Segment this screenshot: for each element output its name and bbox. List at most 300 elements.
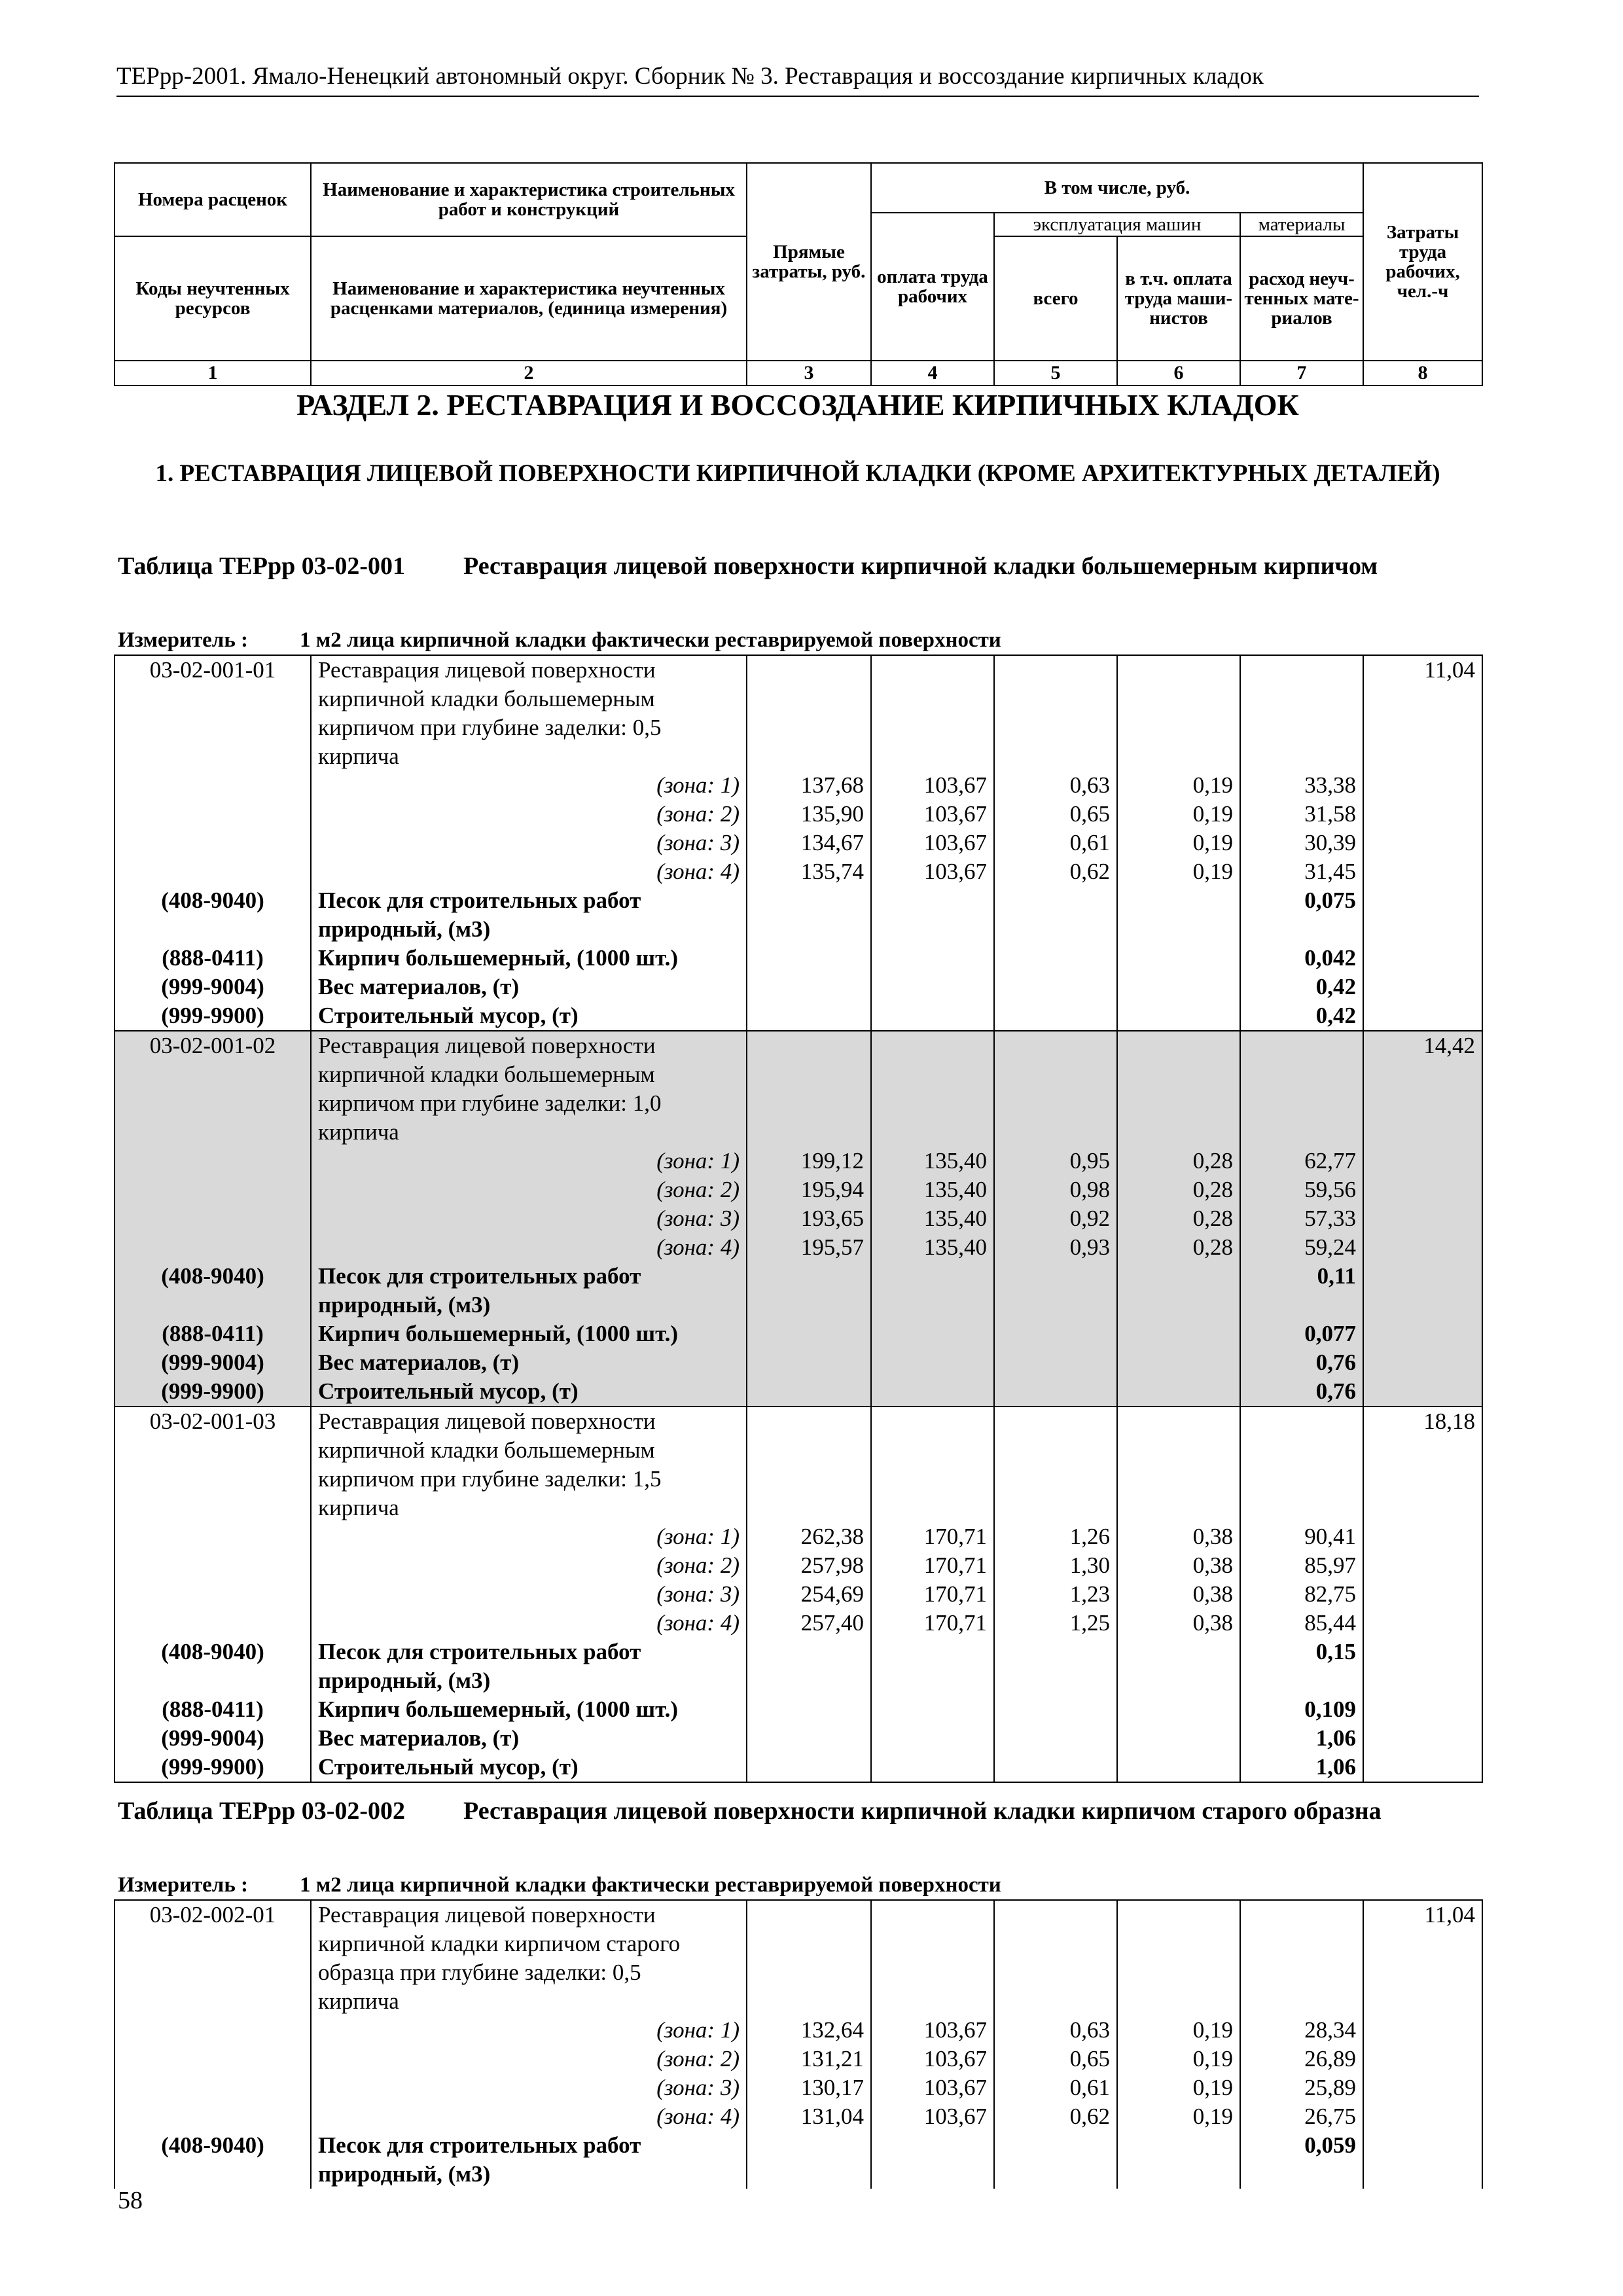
- cell: [1117, 1089, 1240, 1118]
- cell: [747, 1494, 871, 1522]
- cell: [1363, 1753, 1482, 1782]
- cell: [115, 1958, 311, 1987]
- cell: [871, 1724, 994, 1753]
- labor-pay: 103,67: [871, 857, 994, 886]
- cell: [871, 655, 994, 685]
- measure-unit: 1 м2 лица кирпичной кладки фактически реставрируемой поверхности: [300, 1873, 1001, 1897]
- cell: [1240, 1494, 1363, 1522]
- price-table: [114, 655, 1483, 1783]
- cell: [747, 1753, 871, 1782]
- machinist-pay: 0,28: [1117, 1233, 1240, 1262]
- rate-description: кирпича: [311, 742, 747, 771]
- table-label: Таблица ТЕРрр 03-02-002: [118, 1797, 406, 1825]
- zone-row: [115, 1609, 1482, 1638]
- cell: [1363, 1666, 1482, 1695]
- table-row: [115, 1407, 1482, 1436]
- cell: [115, 1580, 311, 1609]
- resource-code: (408-9040): [115, 1638, 311, 1666]
- cell: [1117, 1436, 1240, 1465]
- resource-name: Строительный мусор, (т): [311, 1753, 747, 1782]
- labor-pay: 103,67: [871, 2016, 994, 2045]
- direct-cost: 193,65: [747, 1204, 871, 1233]
- cell: [871, 713, 994, 742]
- machines-total: 0,62: [994, 2102, 1117, 2131]
- resource-row: [115, 1001, 1482, 1031]
- zone-row: [115, 800, 1482, 829]
- rate-description: Реставрация лицевой поверхности: [311, 1407, 747, 1436]
- cell: [115, 2160, 311, 2189]
- cell: [115, 1204, 311, 1233]
- resource-amount: 0,42: [1240, 1001, 1363, 1031]
- zone-row: [115, 857, 1482, 886]
- zone-label: (зона: 2): [311, 2045, 747, 2073]
- cell: [1117, 1494, 1240, 1522]
- machines-total: 0,92: [994, 1204, 1117, 1233]
- cell: [994, 1319, 1117, 1348]
- labor-pay: 170,71: [871, 1551, 994, 1580]
- resource-name: природный, (м3): [311, 2160, 747, 2189]
- resource-row: [115, 973, 1482, 1001]
- zone-label: (зона: 4): [311, 1609, 747, 1638]
- cell: [871, 2160, 994, 2189]
- cell: [1363, 857, 1482, 886]
- zone-row: [115, 1551, 1482, 1580]
- cell: [115, 1987, 311, 2016]
- zone-row: [115, 1233, 1482, 1262]
- measure-line: [118, 627, 1001, 653]
- cell: [994, 1060, 1117, 1089]
- rate-description: кирпича: [311, 1494, 747, 1522]
- cell: [1117, 1465, 1240, 1494]
- table-row: [115, 685, 1482, 713]
- cell: [994, 1377, 1117, 1407]
- resource-name: природный, (м3): [311, 1291, 747, 1319]
- cell: [1117, 713, 1240, 742]
- resource-name: Песок для строительных работ: [311, 1262, 747, 1291]
- cell: [115, 829, 311, 857]
- cell: [1117, 1060, 1240, 1089]
- cell: [115, 2045, 311, 2073]
- cell: [871, 1436, 994, 1465]
- header-machines-pay: в т.ч. оплата труда маши-нистов: [1117, 236, 1240, 361]
- machinist-pay: 0,19: [1117, 2073, 1240, 2102]
- cell: [747, 655, 871, 685]
- cell: [871, 944, 994, 973]
- materials-cost: 90,41: [1240, 1522, 1363, 1551]
- direct-cost: 131,04: [747, 2102, 871, 2131]
- cell: [994, 1001, 1117, 1031]
- cell: [1363, 2102, 1482, 2131]
- measure-line: [118, 1872, 1001, 1898]
- cell: [1240, 1436, 1363, 1465]
- resource-code: (999-9004): [115, 1724, 311, 1753]
- measure-unit: 1 м2 лица кирпичной кладки фактически реставрируемой поверхности: [300, 628, 1001, 652]
- rate-description: кирпичной кладки большемерным: [311, 1436, 747, 1465]
- cell: [871, 915, 994, 944]
- cell: [994, 1465, 1117, 1494]
- cell: [994, 886, 1117, 915]
- cell: [1240, 1118, 1363, 1147]
- labor-pay: 135,40: [871, 1175, 994, 1204]
- cell: [871, 1666, 994, 1695]
- resource-amount: 0,15: [1240, 1638, 1363, 1666]
- section-title: РАЗДЕЛ 2. РЕСТАВРАЦИЯ И ВОССОЗДАНИЕ КИРПИЧНЫХ КЛАДОК: [296, 388, 1299, 422]
- cell: [747, 1348, 871, 1377]
- cell: [747, 973, 871, 1001]
- cell: [994, 1987, 1117, 2016]
- cell: [1363, 1551, 1482, 1580]
- cell: [1240, 1987, 1363, 2016]
- cell: [1117, 1753, 1240, 1782]
- table-row: [115, 1118, 1482, 1147]
- cell: [1363, 1724, 1482, 1753]
- cell: [747, 1319, 871, 1348]
- labor-cost: 11,04: [1363, 1900, 1482, 1929]
- cell: [1117, 1377, 1240, 1407]
- resource-code: (999-9004): [115, 973, 311, 1001]
- cell: [994, 1695, 1117, 1724]
- cell: [747, 1666, 871, 1695]
- machines-total: 0,62: [994, 857, 1117, 886]
- zone-row: [115, 1580, 1482, 1609]
- cell: [115, 1551, 311, 1580]
- cell: [871, 1638, 994, 1666]
- direct-cost: 195,94: [747, 1175, 871, 1204]
- cell: [115, 1609, 311, 1638]
- rate-description: кирпича: [311, 1987, 747, 2016]
- cell: [115, 1522, 311, 1551]
- zone-label: (зона: 3): [311, 1204, 747, 1233]
- resource-amount: 0,42: [1240, 973, 1363, 1001]
- cell: [994, 1753, 1117, 1782]
- cell: [115, 1060, 311, 1089]
- header-machines-total: всего: [994, 236, 1117, 361]
- materials-cost: 59,24: [1240, 1233, 1363, 1262]
- resource-amount: 0,077: [1240, 1319, 1363, 1348]
- cell: [871, 1958, 994, 1987]
- cell: [747, 1001, 871, 1031]
- zone-row: [115, 1522, 1482, 1551]
- direct-cost: 262,38: [747, 1522, 871, 1551]
- table-caption: [118, 1796, 1479, 1827]
- cell: [1117, 1724, 1240, 1753]
- price-table: [114, 1899, 1483, 2189]
- cell: [1363, 1060, 1482, 1089]
- cell: [1363, 1987, 1482, 2016]
- cell: [1117, 886, 1240, 915]
- cell: [871, 1001, 994, 1031]
- cell: [747, 685, 871, 713]
- zone-label: (зона: 3): [311, 1580, 747, 1609]
- cell: [1117, 1695, 1240, 1724]
- cell: [871, 1465, 994, 1494]
- labor-cost: 14,42: [1363, 1031, 1482, 1060]
- cell: [1240, 915, 1363, 944]
- header-materials-sub: расход неуч-тенных мате-риалов: [1240, 236, 1363, 361]
- cell: [1240, 1291, 1363, 1319]
- resource-amount: 0,075: [1240, 886, 1363, 915]
- machinist-pay: 0,19: [1117, 771, 1240, 800]
- labor-pay: 170,71: [871, 1522, 994, 1551]
- table-row: [115, 1465, 1482, 1494]
- cell: [747, 1465, 871, 1494]
- cell: [1240, 1900, 1363, 1929]
- materials-cost: 33,38: [1240, 771, 1363, 800]
- cell: [747, 1987, 871, 2016]
- zone-row: [115, 829, 1482, 857]
- materials-cost: 30,39: [1240, 829, 1363, 857]
- cell: [1363, 944, 1482, 973]
- cell: [871, 1987, 994, 2016]
- cell: [1117, 1958, 1240, 1987]
- resource-code: (888-0411): [115, 944, 311, 973]
- resource-code: (999-9900): [115, 1753, 311, 1782]
- resource-code: (408-9040): [115, 2131, 311, 2160]
- resource-code: (408-9040): [115, 1262, 311, 1291]
- cell: [1117, 1319, 1240, 1348]
- direct-cost: 257,98: [747, 1551, 871, 1580]
- cell: [1363, 1609, 1482, 1638]
- cell: [871, 886, 994, 915]
- cell: [1117, 1001, 1240, 1031]
- table-row: [115, 1929, 1482, 1958]
- cell: [871, 1900, 994, 1929]
- resource-row: [115, 944, 1482, 973]
- cell: [747, 915, 871, 944]
- resource-row: [115, 1262, 1482, 1291]
- cell: [871, 1377, 994, 1407]
- machines-total: 0,95: [994, 1147, 1117, 1175]
- cell: [994, 742, 1117, 771]
- machinist-pay: 0,19: [1117, 2016, 1240, 2045]
- materials-cost: 85,97: [1240, 1551, 1363, 1580]
- cell: [1363, 2073, 1482, 2102]
- cell: [994, 1031, 1117, 1060]
- measure-label: Измеритель :: [118, 628, 249, 652]
- cell: [1363, 2045, 1482, 2073]
- direct-cost: 131,21: [747, 2045, 871, 2073]
- machines-total: 1,23: [994, 1580, 1117, 1609]
- cell: [1363, 1494, 1482, 1522]
- machines-total: 0,65: [994, 800, 1117, 829]
- cell: [871, 1031, 994, 1060]
- resource-row: [115, 1638, 1482, 1666]
- cell: [747, 742, 871, 771]
- labor-pay: 135,40: [871, 1147, 994, 1175]
- resource-name: Строительный мусор, (т): [311, 1377, 747, 1407]
- resource-row: [115, 2160, 1482, 2189]
- machines-total: 0,65: [994, 2045, 1117, 2073]
- resource-row: [115, 1348, 1482, 1377]
- cell: [1117, 2131, 1240, 2160]
- rate-description: кирпичом при глубине заделки: 1,0: [311, 1089, 747, 1118]
- machinist-pay: 0,19: [1117, 2102, 1240, 2131]
- labor-pay: 103,67: [871, 771, 994, 800]
- cell: [994, 1262, 1117, 1291]
- cell: [1240, 655, 1363, 685]
- cell: [1240, 1958, 1363, 1987]
- zone-row: [115, 1175, 1482, 1204]
- zone-label: (зона: 1): [311, 1147, 747, 1175]
- rate-description: Реставрация лицевой поверхности: [311, 655, 747, 685]
- table-row: [115, 1900, 1482, 1929]
- cell: [747, 1724, 871, 1753]
- header-num: 7: [1240, 361, 1363, 386]
- header-incl: В том числе, руб.: [871, 163, 1363, 213]
- cell: [1363, 1175, 1482, 1204]
- cell: [1363, 915, 1482, 944]
- cell: [871, 1319, 994, 1348]
- resource-name: Песок для строительных работ: [311, 2131, 747, 2160]
- resource-name: Вес материалов, (т): [311, 1348, 747, 1377]
- cell: [994, 713, 1117, 742]
- cell: [871, 1753, 994, 1782]
- cell: [1363, 1695, 1482, 1724]
- materials-cost: 26,75: [1240, 2102, 1363, 2131]
- header-labor-pay: оплата труда рабочих: [871, 213, 994, 361]
- cell: [115, 2073, 311, 2102]
- cell: [747, 1262, 871, 1291]
- cell: [115, 1929, 311, 1958]
- cell: [871, 685, 994, 713]
- cell: [1240, 685, 1363, 713]
- cell: [115, 1089, 311, 1118]
- resource-name: Строительный мусор, (т): [311, 1001, 747, 1031]
- labor-pay: 135,40: [871, 1233, 994, 1262]
- cell: [747, 1089, 871, 1118]
- cell: [1117, 1291, 1240, 1319]
- machinist-pay: 0,28: [1117, 1175, 1240, 1204]
- cell: [1117, 685, 1240, 713]
- direct-cost: 135,74: [747, 857, 871, 886]
- resource-amount: 0,059: [1240, 2131, 1363, 2160]
- machinist-pay: 0,28: [1117, 1204, 1240, 1233]
- cell: [994, 1118, 1117, 1147]
- cell: [994, 685, 1117, 713]
- direct-cost: 195,57: [747, 1233, 871, 1262]
- table-row: [115, 713, 1482, 742]
- cell: [747, 2131, 871, 2160]
- cell: [871, 1291, 994, 1319]
- cell: [747, 1638, 871, 1666]
- resource-amount: 0,11: [1240, 1262, 1363, 1291]
- rate-description: Реставрация лицевой поверхности: [311, 1031, 747, 1060]
- cell: [994, 1666, 1117, 1695]
- machines-total: 0,61: [994, 829, 1117, 857]
- cell: [115, 1175, 311, 1204]
- resource-code: (888-0411): [115, 1695, 311, 1724]
- cell: [747, 1291, 871, 1319]
- cell: [1117, 1262, 1240, 1291]
- cell: [747, 1695, 871, 1724]
- zone-row: [115, 2102, 1482, 2131]
- cell: [994, 1724, 1117, 1753]
- cell: [1363, 1436, 1482, 1465]
- labor-pay: 135,40: [871, 1204, 994, 1233]
- measure-label: Измеритель :: [118, 1873, 249, 1897]
- cell: [1240, 742, 1363, 771]
- cell: [1117, 973, 1240, 1001]
- cell: [747, 1031, 871, 1060]
- header-col3: Прямые затраты, руб.: [747, 163, 871, 361]
- labor-pay: 103,67: [871, 2073, 994, 2102]
- cell: [871, 2131, 994, 2160]
- machines-total: 0,93: [994, 1233, 1117, 1262]
- cell: [747, 1407, 871, 1436]
- machines-total: 1,26: [994, 1522, 1117, 1551]
- cell: [747, 1958, 871, 1987]
- resource-amount: 1,06: [1240, 1724, 1363, 1753]
- materials-cost: 85,44: [1240, 1609, 1363, 1638]
- cell: [1240, 1666, 1363, 1695]
- zone-label: (зона: 4): [311, 2102, 747, 2131]
- cell: [1363, 1118, 1482, 1147]
- cell: [1240, 1465, 1363, 1494]
- cell: [115, 685, 311, 713]
- resource-row: [115, 886, 1482, 915]
- machinist-pay: 0,19: [1117, 800, 1240, 829]
- resource-name: Кирпич большемерный, (1000 шт.): [311, 1695, 747, 1724]
- materials-cost: 59,56: [1240, 1175, 1363, 1204]
- resource-row: [115, 1666, 1482, 1695]
- cell: [994, 1638, 1117, 1666]
- cell: [115, 1494, 311, 1522]
- direct-cost: 130,17: [747, 2073, 871, 2102]
- cell: [871, 1348, 994, 1377]
- resource-amount: 0,76: [1240, 1348, 1363, 1377]
- cell: [1117, 1031, 1240, 1060]
- cell: [747, 1900, 871, 1929]
- labor-cost: 18,18: [1363, 1407, 1482, 1436]
- header-num: 2: [311, 361, 747, 386]
- cell: [1240, 1089, 1363, 1118]
- direct-cost: 257,40: [747, 1609, 871, 1638]
- resource-name: природный, (м3): [311, 915, 747, 944]
- cell: [1117, 1666, 1240, 1695]
- rate-description: кирпичом при глубине заделки: 0,5: [311, 713, 747, 742]
- header-num: 5: [994, 361, 1117, 386]
- resource-name: природный, (м3): [311, 1666, 747, 1695]
- rate-description: кирпичной кладки большемерным: [311, 685, 747, 713]
- zone-label: (зона: 2): [311, 1551, 747, 1580]
- labor-pay: 103,67: [871, 800, 994, 829]
- machinist-pay: 0,19: [1117, 857, 1240, 886]
- table-row: [115, 1089, 1482, 1118]
- resource-row: [115, 1319, 1482, 1348]
- header-num: 6: [1117, 361, 1240, 386]
- zone-label: (зона: 1): [311, 2016, 747, 2045]
- direct-cost: 254,69: [747, 1580, 871, 1609]
- cell: [1363, 829, 1482, 857]
- cell: [115, 1233, 311, 1262]
- cell: [1240, 2160, 1363, 2189]
- resource-amount: 1,06: [1240, 1753, 1363, 1782]
- cell: [871, 1118, 994, 1147]
- zone-row: [115, 1204, 1482, 1233]
- rate-description: кирпича: [311, 1118, 747, 1147]
- header-num: 8: [1363, 361, 1482, 386]
- rate-description: кирпичной кладки кирпичом старого: [311, 1929, 747, 1958]
- resource-name: Кирпич большемерный, (1000 шт.): [311, 944, 747, 973]
- rate-description: кирпичом при глубине заделки: 1,5: [311, 1465, 747, 1494]
- cell: [994, 1291, 1117, 1319]
- resource-code: (999-9004): [115, 1348, 311, 1377]
- materials-cost: 26,89: [1240, 2045, 1363, 2073]
- rate-code: 03-02-001-01: [115, 655, 311, 685]
- cell: [1240, 1031, 1363, 1060]
- rate-code: 03-02-002-01: [115, 1900, 311, 1929]
- cell: [1117, 1407, 1240, 1436]
